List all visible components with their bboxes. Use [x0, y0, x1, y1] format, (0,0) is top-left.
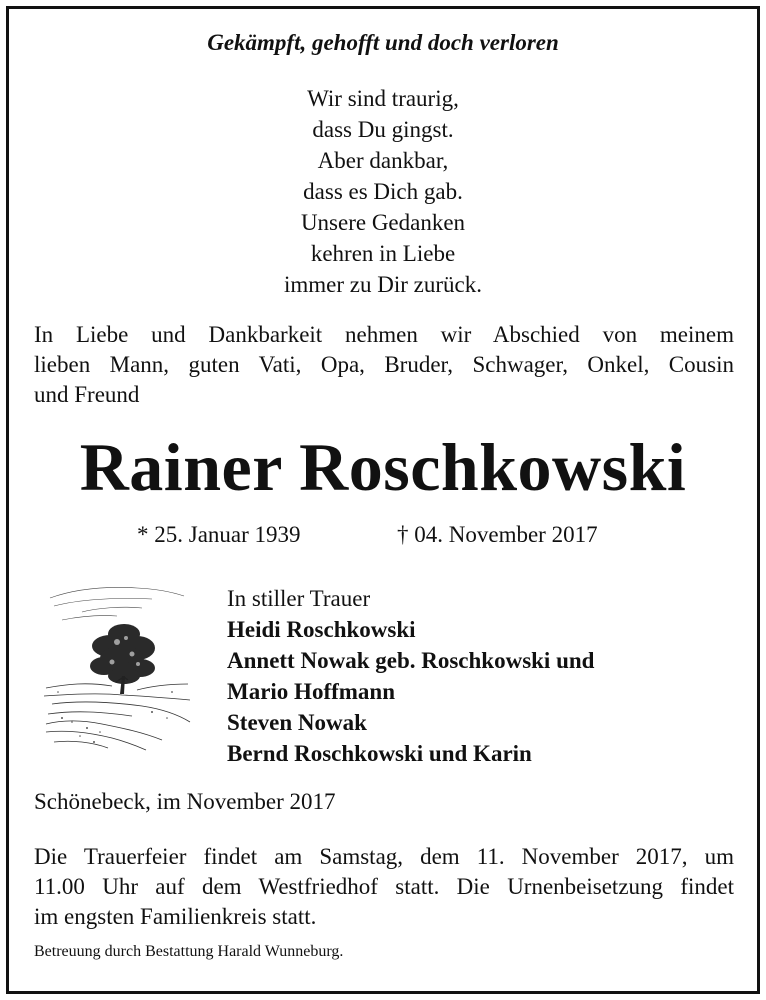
service-details: [34, 842, 734, 932]
birth-date: * 25. Januar 1939: [137, 522, 301, 547]
mourner-name: Bernd Roschkowski und Karin: [227, 741, 532, 766]
place-and-date: Schönebeck, im November 2017: [34, 789, 336, 814]
service-line: Die Trauerfeier findet am Samstag, dem 11. November 2017, um: [34, 844, 734, 869]
mourners-list: [227, 583, 594, 769]
poem-line: dass Du gingst.: [312, 117, 454, 142]
deceased-name: Rainer Roschkowski: [79, 429, 687, 505]
mourner-name: Annett Nowak geb. Roschkowski und: [227, 648, 595, 673]
motto: Gekämpft, gehofft und doch verloren: [207, 30, 559, 55]
mourners-heading: In stiller Trauer: [227, 586, 371, 611]
intro-line: In Liebe und Dankbarkeit nehmen wir Abschied von meinem: [34, 322, 734, 347]
poem-line: Wir sind traurig,: [307, 86, 459, 111]
tree-landscape-image: [42, 572, 192, 752]
intro-line: lieben Mann, guten Vati, Opa, Bruder, Schwager, Onkel, Cousin: [34, 352, 734, 377]
service-line: im engsten Familienkreis statt.: [34, 904, 317, 929]
poem-line: Unsere Gedanken: [300, 210, 466, 235]
poem-line: immer zu Dir zurück.: [284, 272, 482, 297]
poem-line: dass es Dich gab.: [303, 179, 463, 204]
mourner-name: Mario Hoffmann: [227, 679, 396, 704]
poem-line: Aber dankbar,: [317, 148, 449, 173]
death-date: † 04. November 2017: [397, 522, 598, 547]
mourner-name: Heidi Roschkowski: [227, 617, 416, 642]
poem: [0, 83, 766, 300]
mourner-name: Steven Nowak: [227, 710, 367, 735]
intro-line: und Freund: [34, 382, 140, 407]
service-line: 11.00 Uhr auf dem Westfriedhof statt. Die Urnenbeisetzung findet: [34, 874, 734, 899]
intro-text: [34, 320, 734, 410]
poem-line: kehren in Liebe: [310, 241, 456, 266]
funeral-home-note: Betreuung durch Bestattung Harald Wunneburg.: [34, 943, 344, 960]
